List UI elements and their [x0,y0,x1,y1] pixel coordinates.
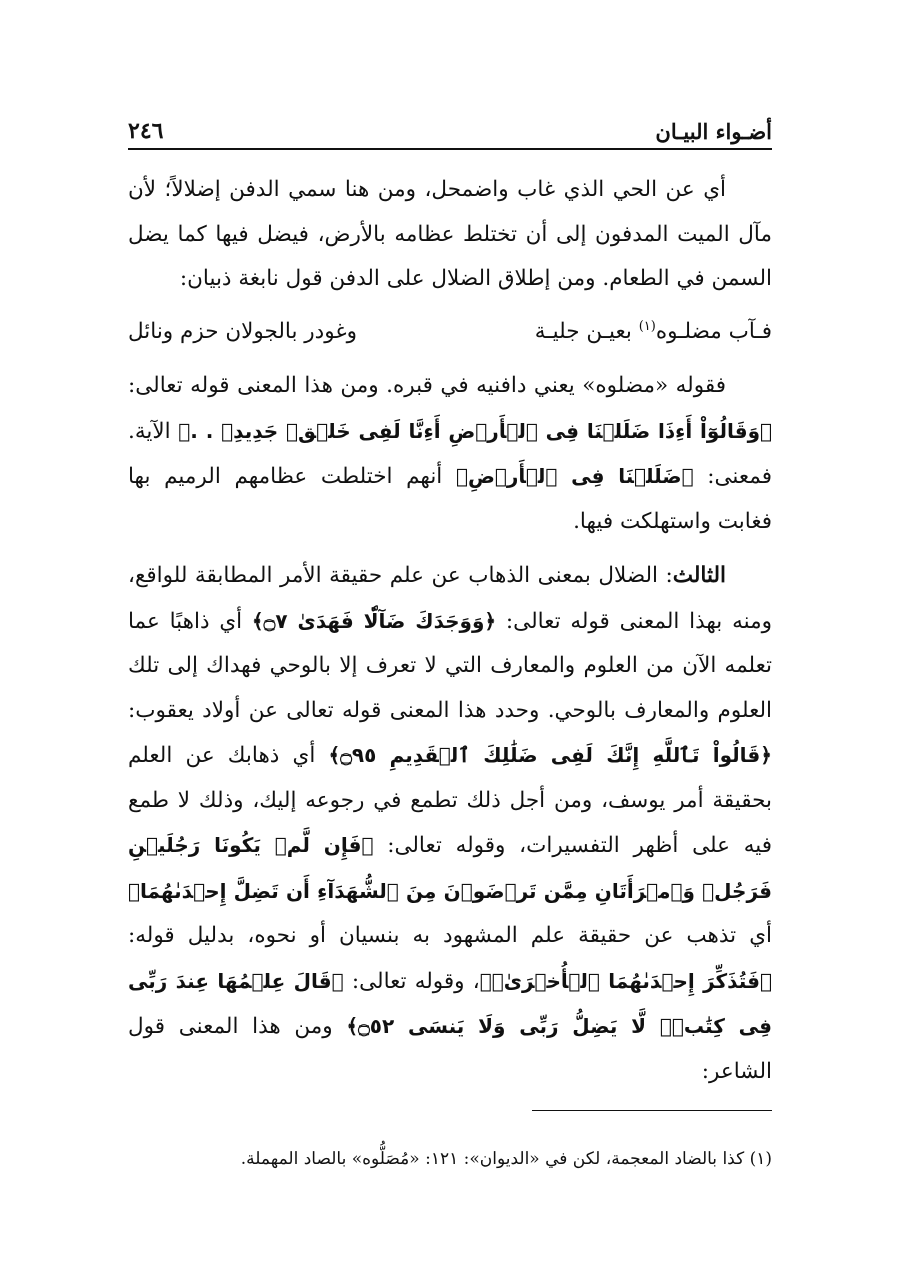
paragraph-3-text-b: أي ذاهبًا عما تعلمه الآن من العلوم والمعارف التي لا تعرف إلا بالوحي فهداك إلى تلك العلوم والمعارف بالوحي. وحدد هذا المعنى قوله تعالى عن أولاد يعقوب: [128,608,772,723]
footnote-divider [532,1110,772,1111]
verse-first-part-b: بعيـن جليـة [534,318,639,344]
footnote-reference: (١) [638,318,656,334]
verse-first-part-a: فـآب مضلـوه [655,318,772,344]
paragraph-2 [128,364,772,544]
running-title: أضـواء البيـان [655,119,772,144]
main-text [128,168,772,1094]
paragraph-2-text-a: فقوله «مضلوه» يعني دافنيه في قبره. ومن هذا المعنى قوله تعالى: [128,373,726,398]
paragraph-2-text-b: الآية. فمعنى: [128,418,772,489]
paragraph-2-text-c: أنهم اختلطت عظامهم الرميم بها فغابت واستهلكت فيها. [128,464,772,534]
page-header [128,112,772,150]
quran-quote-3: ﴿وَوَجَدَكَ ضَآلّٗا فَهَدَىٰ ۝٧﴾ [251,608,497,633]
paragraph-3-text-c: أي ذهابك عن العلم بحقيقة أمر يوسف، ومن أجل ذلك تطمع في رجوعه إليك، وذلك لا طمع فيه على أظهر التفسيرات، وقوله تعالى: [128,743,773,858]
paragraph-3-text-d: أي تذهب عن حقيقة علم المشهود به بنسيان أو نحوه، بدليل قوله: [128,923,772,948]
poem-verse [128,310,772,355]
page-number: ٢٤٦ [128,118,164,144]
quran-quote-6: ﴿فَتُذَكِّرَ إِحۡدَىٰهُمَا ٱلۡأُخۡرَىٰۚ﴾ [479,968,772,993]
paragraph-3-text-a: : الضلال بمعنى الذهاب عن علم حقيقة الأمر المطابقة للواقع، ومنه بهذا المعنى قوله تعالى: [128,563,772,634]
quran-quote-1: ﴿وَقَالُوٓاْ أَءِذَا ضَلَلۡنَا فِى ٱلۡأَرۡضِ أَءِنَّا لَفِى خَلۡقٖ جَدِيدِۭ . .﴾ [178,418,772,443]
quran-quote-2: ﴿ضَلَلۡنَا فِى ٱلۡأَرۡضِ﴾ [455,464,694,488]
paragraph-3 [128,554,772,1094]
paragraph-3-text-e: ، وقوله تعالى: [343,968,480,994]
paragraph-1: أي عن الحي الذي غاب واضمحل، ومن هنا سمي الدفن إضلالاً؛ لأن مآل الميت المدفون إلى أن تختلط عظامه بالأرض، فيضل فيها كما يضل السمن في الطعام. ومن إطلاق الضلال على الدفن قول نابغة ذبيان: [128,177,772,291]
quran-quote-5: ﴿فَإِن لَّمۡ يَكُونَا رَجُلَيۡنِ فَرَجُلٞ وَٱمۡرَأَتَانِ مِمَّن تَرۡضَوۡنَ مِنَ ٱلشُّهَدَآءِ أَن تَضِلَّ إِحۡدَىٰهُمَا﴾ [128,833,772,903]
verse-second-hemistich: وغودر بالجولان حزم ونائل [128,318,357,344]
verse-first-hemistich [535,310,772,355]
quran-quote-7: ﴿قَالَ عِلۡمُهَا عِندَ رَبِّى فِى كِتَٰبٖۖ لَّا يَضِلُّ رَبِّى وَلَا يَنسَى ۝٥٢﴾ [128,968,772,1038]
footnote: (١) كذا بالضاد المعجمة، لكن في «الديوان»: ١٢١: «مُصَلُّوه» بالصاد المهملة. [240,1149,772,1169]
quran-quote-4: ﴿قَالُواْ تَٱللَّهِ إِنَّكَ لَفِى ضَلَٰلِكَ ٱلۡقَدِيمِ ۝٩٥﴾ [328,743,772,767]
paragraph-3-text-f: ومن هذا المعنى قول الشاعر: [128,1014,772,1084]
section-lead: الثالث [672,563,726,588]
